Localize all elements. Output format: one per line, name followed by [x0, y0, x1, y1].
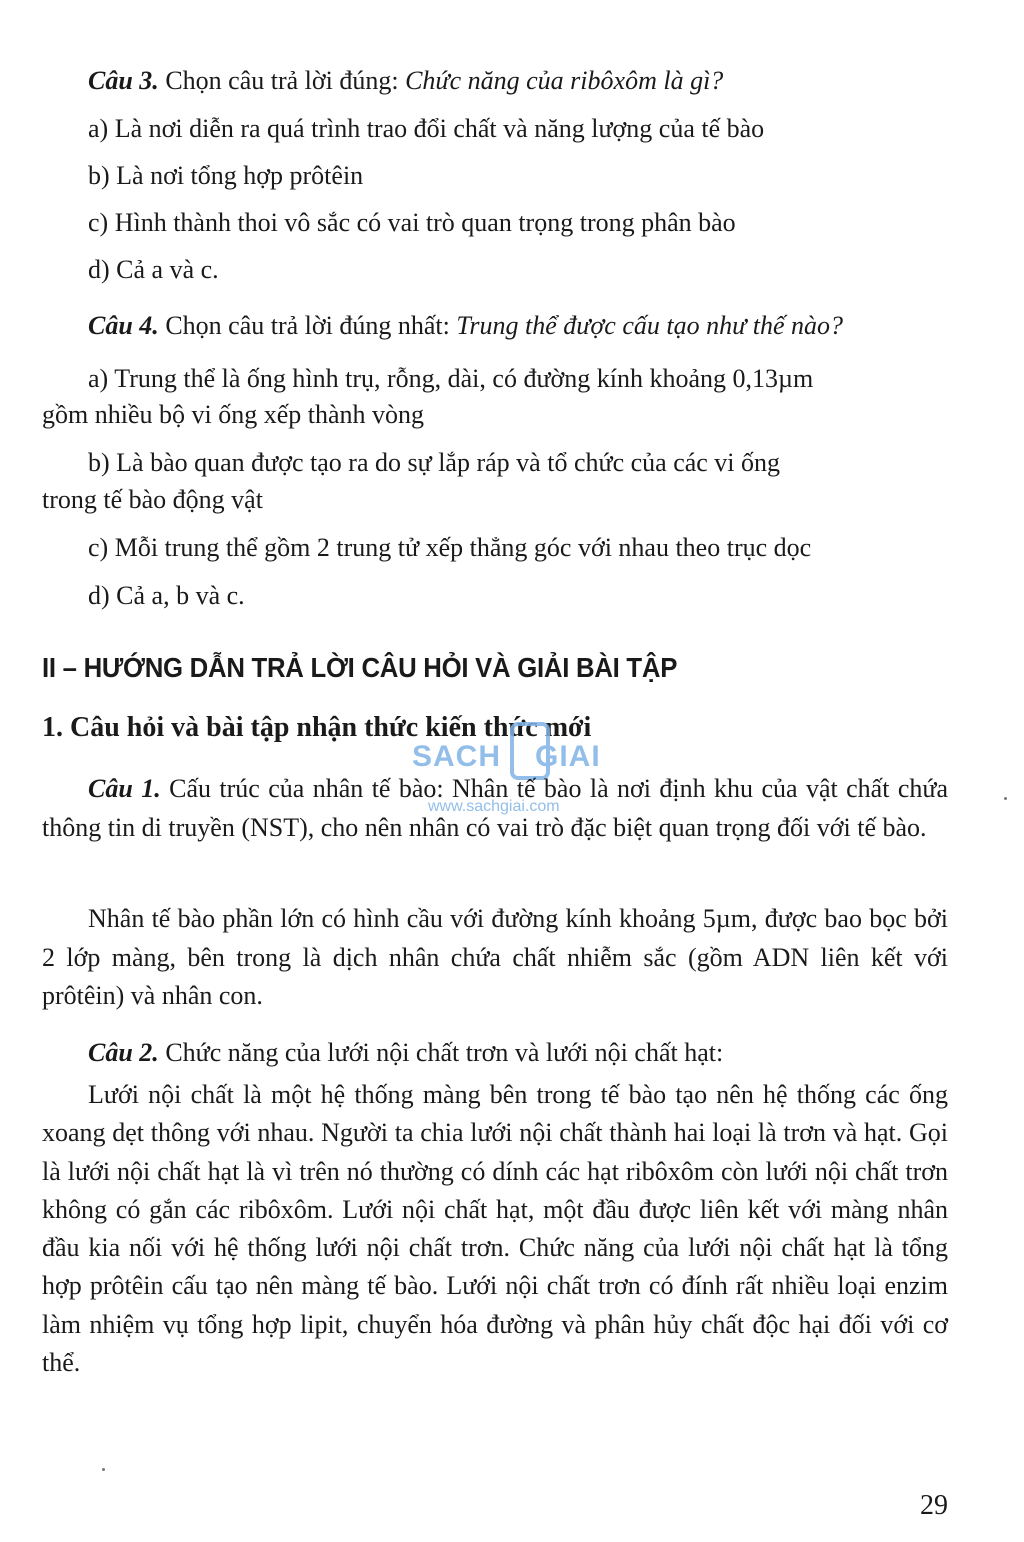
q4-header: [88, 309, 948, 343]
q3-header: [88, 64, 948, 98]
q3-option-b: b) Là nơi tổng hợp prôtêin: [88, 161, 364, 190]
speck: [1004, 797, 1007, 800]
answer2-header: [88, 1036, 948, 1070]
answer2-intro: Chức năng của lưới nội chất trơn và lưới nội chất hạt:: [165, 1038, 724, 1067]
answer2-body: Lưới nội chất là một hệ thống màng bên trong tế bào tạo nên hệ thống các ống xoang dẹt thông với nhau. Người ta chia lưới nội chất thành hai loại là trơn và hạt. Gọi là lưới nội chất hạt là vì trên nó thường có dính các hạt ribôxôm còn lưới nội chất trơn không có gắn các ribôxôm. Lưới nội chất hạt, một đầu được liên kết với màng nhân đầu kia nối với hệ thống lưới nội chất trơn. Chức năng của lưới nội chất hạt là tổng hợp prôtêin cấu tạo nên màng tế bào. Lưới nội chất trơn có đính rất nhiều loại enzim làm nhiệm vụ tổng hợp lipit, chuyển hóa đường và phân hủy chất độc hại đối với cơ thể.: [42, 1080, 948, 1378]
q3-label: Câu 3.: [88, 66, 159, 95]
q4-option-a-line2: gồm nhiều bộ vi ống xếp thành vòng: [42, 400, 425, 429]
q4-prompt: Chọn câu trả lời đúng nhất:: [165, 311, 450, 340]
q3-option-a: a) Là nơi diễn ra quá trình trao đổi chất và năng lượng của tế bào: [88, 114, 765, 143]
watermark-url: www.sachgiai.com: [428, 798, 560, 815]
answer1-paragraph2: Nhân tế bào phần lớn có hình cầu với đường kính khoảng 5µm, được bao bọc bởi 2 lớp màng, bên trong là dịch nhân chứa chất nhiễm sắc (gồm ADN liên kết với prôtêin) và nhân con.: [42, 904, 948, 1010]
section-heading: II – HƯỚNG DẪN TRẢ LỜI CÂU HỎI VÀ GIẢI BÀI TẬP: [42, 652, 678, 683]
answer2-label: Câu 2.: [88, 1038, 159, 1067]
q4-label: Câu 4.: [88, 311, 159, 340]
q4-option-d: d) Cả a, b và c.: [88, 581, 245, 610]
q3-question: Chức năng của ribôxôm là gì?: [405, 66, 724, 95]
speck: [102, 1468, 105, 1471]
watermark-logo-right: GIAI: [535, 740, 601, 773]
watermark-logo-left: SACH: [412, 740, 502, 773]
answer1-label: Câu 1.: [88, 774, 161, 803]
answer1-paragraph1: [42, 770, 948, 847]
watermark-logo: [412, 740, 601, 774]
subsection-heading: 1. Câu hỏi và bài tập nhận thức kiến thức mới: [42, 712, 592, 743]
q4-option-a-line1: a) Trung thể là ống hình trụ, rỗng, dài, có đường kính khoảng 0,13µm: [88, 364, 814, 393]
page-number: 29: [920, 1490, 948, 1521]
q4-option-c: c) Mỗi trung thể gồm 2 trung tử xếp thẳng góc với nhau theo trục dọc: [88, 533, 812, 562]
answer1-text1: Cấu trúc của nhân tế bào: Nhân tế bào là nơi định khu của vật chất chứa thông tin di truyền (NST), cho nên nhân có vai trò đặc biệt quan trọng đối với tế bào.: [42, 774, 949, 842]
q3-prompt: Chọn câu trả lời đúng:: [165, 66, 399, 95]
q4-question: Trung thể được cấu tạo như thế nào?: [456, 311, 844, 340]
q3-option-c: c) Hình thành thoi vô sắc có vai trò quan trọng trong phân bào: [88, 208, 736, 237]
q4-option-b-line1: b) Là bào quan được tạo ra do sự lắp ráp và tổ chức của các vi ống: [88, 448, 781, 477]
q3-option-d: d) Cả a và c.: [88, 255, 219, 284]
q4-option-b-line2: trong tế bào động vật: [42, 485, 263, 514]
